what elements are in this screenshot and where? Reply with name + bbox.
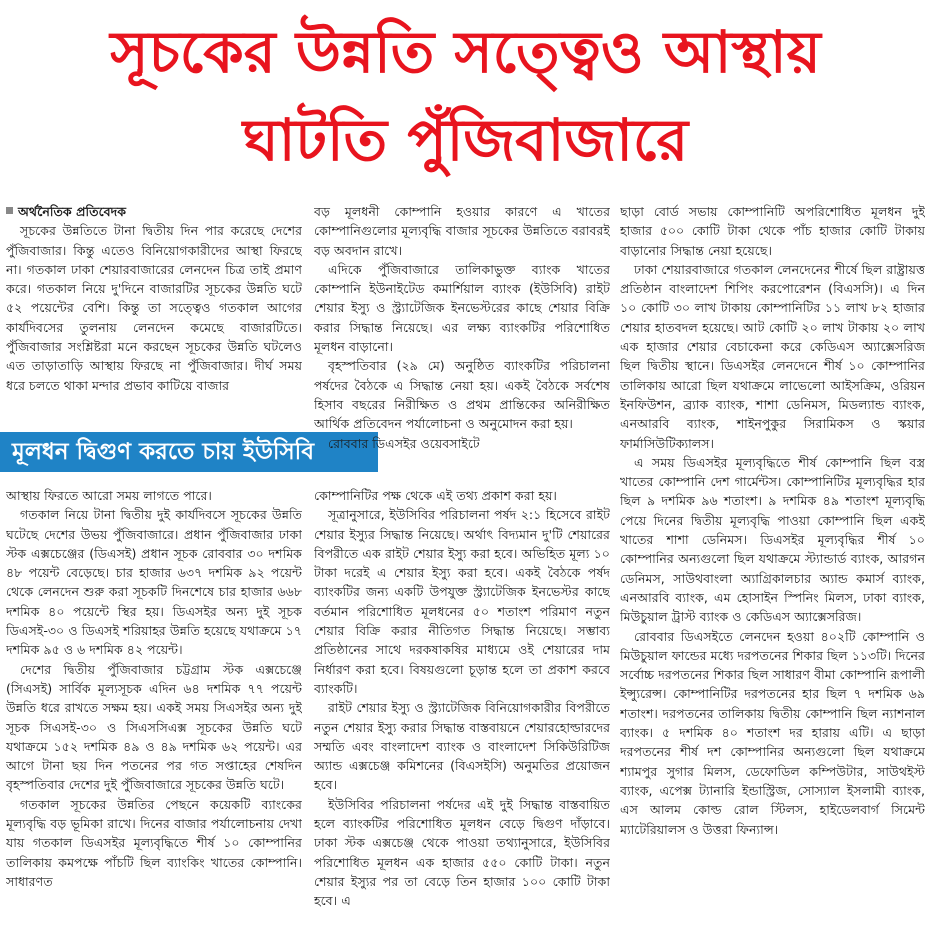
paragraph: রোববার ডিএসইর ওয়েবসাইটে: [328, 435, 480, 451]
column-3: [620, 202, 925, 934]
column-1-top: [6, 202, 302, 408]
paragraph: সূচকের উন্নতিতে টানা দ্বিতীয় দিন পার করেছে দেশের পুঁজিবাজার। কিন্তু এতেও বিনিয়োগকারীদের আস্থা ফিরছে না। গতকাল ঢাকা শেয়ারবাজারের লেনদেন চিত্র তাই প্রমাণ করে। গতকাল নিয়ে দু'দিনে বাজারটির সূচকের উন্নতি ঘটে ৫২ পয়েন্টের বেশি। কিন্তু তা সত্ত্বেও গতকাল আগের কার্যদিবসের তুলনায় লেনদেন কমেছে বাজারটিতে। পুঁজিবাজার সংশ্লিষ্টরা মনে করছেন সূচকের উন্নতি ঘটলেও এত তাড়াতাড়ি আস্থায় ফিরছে না পুঁজিবাজার। দীর্ঘ সময় ধরে চলতে থাকা মন্দার প্রভাব কাটিয়ে বাজার: [6, 223, 302, 393]
paragraph: সূত্রানুসারে, ইউসিবির পরিচালনা পর্ষদ ২:১ হিসেবে রাইট শেয়ার ইস্যুর সিদ্ধান্ত নিয়েছে। অর্থাৎ বিদ্যমান দু'টি শেয়ারের বিপরীতে এক রাইট শেয়ার ইস্যু করা হবে। অভিহিত মূল্য ১০ টাকা দরেই এ শেয়ার ইস্যু করা হবে। একই বৈঠকে পর্ষদ ব্যাংকটির জন্য একটি উপযুক্ত স্ট্র্যাটেজিক ইনভেস্টর কাছে বর্তমান পরিশোধিত মূলধনের ৫০ শতাংশ পরিমাণ নতুন শেয়ার বিক্রি করার নীতিগত সিদ্ধান্ত নিয়েছে। সম্ভাব্য প্রতিষ্ঠানের সাথে দরকষাকষির মাধ্যমে ওই শেয়ারের দাম নির্ধারণ করা হবে। বিষয়গুলো চূড়ান্ত হলে তা প্রকাশ করবে ব্যাংকটি।: [314, 507, 610, 696]
column-1-bottom: [6, 486, 302, 934]
subhead: মূলধন দ্বিগুণ করতে চায় ইউসিবি: [0, 432, 378, 472]
column-2-top: [314, 202, 610, 452]
paragraph: বৃহস্পতিবার (২৯ মে) অনুষ্ঠিত ব্যাংকটির পরিচালনা পর্ষদের বৈঠকে এ সিদ্ধান্ত নেয়া হয়। একই বৈঠকে সর্বশেষ হিসাব বছরের নিরীক্ষিত ও প্রথম প্রান্তিকের অনিরীক্ষিত আর্থিক প্রতিবেদন পর্যালোচনা ও অনুমোদন করা হয়।: [314, 358, 610, 432]
paragraph: গতকাল সূচকের উন্নতির পেছনে কয়েকটি ব্যাংকের মূল্যবৃদ্ধি বড় ভূমিকা রাখে। দিনের বাজার পর্যালোচনায় দেখা যায় গতকাল ডিএসইর মূল্যবৃদ্ধিতে শীর্ষ ১০ কোম্পানির তালিকায় কমপক্ষে পাঁচটি ছিল ব্যাংকিং খাতের কোম্পানি। সাধারণত: [6, 796, 302, 889]
headline-line-1: সূচকের উন্নতি সত্ত্বেও আস্থায়: [110, 18, 821, 86]
paragraph: বড় মূলধনী কোম্পানি হওয়ার কারণে এ খাতের কোম্পানিগুলোর মূল্যবৃদ্ধি বাজার সূচকের উন্নতিতে বরাবরই বড় অবদান রাখে।: [314, 204, 610, 258]
paragraph: কোম্পানিটির পক্ষ থেকে এই তথ্য প্রকাশ করা হয়।: [314, 488, 557, 503]
paragraph: এদিকে পুঁজিবাজারে তালিকাভুক্ত ব্যাংক খাতের কোম্পানি ইউনাইটেড কমার্শিয়াল ব্যাংক (ইউসিবি) রাইট শেয়ার ইস্যু ও স্ট্র্যাটেজিক ইনভেস্টরের কাছে শেয়ার বিক্রি করার সিদ্ধান্ত নিয়েছে। এর লক্ষ্য ব্যাংকটির পরিশোধিত মূলধন বাড়ানো।: [314, 261, 610, 355]
paragraph: আস্থায় ফিরতে আরো সময় লাগতে পারে।: [6, 488, 212, 503]
paragraph: রাইট শেয়ার ইস্যু ও স্ট্র্যাটেজিক বিনিয়োগকারীর বিপরীতে নতুন শেয়ার ইস্যু করার সিদ্ধান্ত বাস্তবায়নে শেয়ারহোল্ডারদের সম্মতি এবং বাংলাদেশ ব্যাংক ও বাংলাদেশ সিকিউরিটিজ অ্যান্ড এক্সচেঞ্জ কমিশনের (বিএসইসি) অনুমতির প্রয়োজন হবে।: [314, 700, 610, 793]
headline-line-2: ঘাটতি পুঁজিবাজারে: [242, 106, 689, 174]
paragraph: ঢাকা শেয়ারবাজারে গতকাল লেনদেনের শীর্ষে ছিল রাষ্ট্রায়ত্ত প্রতিষ্ঠান বাংলাদেশ শিপিং করপোরেশন (বিএসসি)। এ দিন ১০ কোটি ৩০ লাখ টাকায় কোম্পানিটির ১১ লাখ ৮২ হাজার শেয়ার হাতবদল হয়েছে। আট কোটি ২০ লাখ টাকায় ২০ লাখ এক হাজার শেয়ার বেচাকেনা করে কেডিএস অ্যাক্সেসরিজ ছিল দ্বিতীয় স্থানে। ডিএসইর লেনদেনে শীর্ষ ১০ কোম্পানির তালিকায় আরো ছিল যথাক্রমে লাভেলো আইসক্রিম, ওরিয়ন ইনফিউশন, ব্র্যাক ব্যাংক, শাশা ডেনিমস, মিডল্যান্ড ব্যাংক, এনআরবি ব্যাংক, শাইনপুকুর সিরামিকস ও স্কয়ার ফার্মাসিউটিক্যালস।: [620, 261, 925, 451]
byline: অর্থনৈতিক প্রতিবেদক: [6, 202, 302, 221]
column-2-bottom: [314, 486, 610, 934]
paragraph: ইউসিবির পরিচালনা পর্ষদের এই দুই সিদ্ধান্ত বাস্তবায়িত হলে ব্যাংকটির পরিশোধিত মূলধন বেড়ে দ্বিগুণ দাঁড়াবে। ঢাকা স্টক এক্সচেঞ্জ থেকে পাওয়া তথ্যানুসারে, ইউসিবির পরিশোধিত মূলধন এক হাজার ৫৫০ কোটি টাকা। নতুন শেয়ার ইস্যুর পর তা বেড়ে তিন হাজার ১০০ কোটি টাকা হবে। এ: [314, 796, 610, 909]
paragraph: দেশের দ্বিতীয় পুঁজিবাজার চট্টগ্রাম স্টক এক্সচেঞ্জে (সিএসই) সার্বিক মূল্যসূচক এদিন ৬৪ দশমিক ৭৭ পয়েন্ট উন্নতি ধরে রাখতে সক্ষম হয়। একই সময় সিএসইর অন্য দুই সূচক সিএসই-৩০ ও সিএসসিএক্স সূচকের উন্নতি ঘটে যথাক্রমে ১৫২ দশমিক ৪৯ ও ৪৯ দশমিক ৬২ পয়েন্ট। এর আগে টানা ছয় দিন পতনের পর গত সপ্তাহের শেষদিন বৃহস্পতিবার দেশের দুই পুঁজিবাজারে সূচকের উন্নতি ঘটে।: [6, 661, 302, 793]
paragraph: ছাড়া বোর্ড সভায় কোম্পানিটি অপরিশোধিত মূলধন দুই হাজার ৫০০ কোটি টাকা থেকে পাঁচ হাজার কোটি টাকায় বাড়ানোর সিদ্ধান্ত নেয়া হয়েছে।: [620, 204, 925, 258]
paragraph: এ সময় ডিএসইর মূল্যবৃদ্ধিতে শীর্ষ কোম্পানি ছিল বস্ত্র খাতের কোম্পানি দেশ গার্মেন্টস। কোম্পানিটির মূল্যবৃদ্ধির হার ছিল ৯ দশমিক ৯৬ শতাংশ। ৯ দশমিক ৪৯ শতাংশ মূল্যবৃদ্ধি পেয়ে দিনের দ্বিতীয় মূল্যবৃদ্ধি পাওয়া কোম্পানি ছিল একই খাতের শাশা ডেনিমস। ডিএসইর মূল্যবৃদ্ধির শীর্ষ ১০ কোম্পানির অন্যগুলো ছিল যথাক্রমে স্ট্যান্ডার্ড ব্যাংক, আরগন ডেনিমস, সাউথবাংলা অ্যাগ্রিকালচার অ্যান্ড কমার্স ব্যাংক, এনআরবি ব্যাংক, এম হোসাইন স্পিনিং মিলস, ঢাকা ব্যাংক, মিউচুয়াল ট্রাস্ট ব্যাংক ও কেডিএস অ্যাক্সেসরিজ।: [620, 454, 925, 625]
bullet-square-icon: [6, 207, 13, 214]
paragraph: গতকাল নিয়ে টানা দ্বিতীয় দুই কার্যদিবসে সূচকের উন্নতি ঘটেছে দেশের উভয় পুঁজিবাজারে। প্রধান পুঁজিবাজার ঢাকা স্টক এক্সচেঞ্জের (ডিএসই) প্রধান সূচক রোববার ৩০ দশমিক ৪৮ পয়েন্ট বেড়েছে। চার হাজার ৬৩৭ দশমিক ৯২ পয়েন্ট থেকে লেনদেন শুরু করা সূচকটি দিনশেষে চার হাজার ৬৬৮ দশমিক ৪০ পয়েন্টে স্থির হয়। ডিএসইর অন্য দুই সূচক ডিএসই-৩০ ও ডিএসই শরিয়াহর উন্নতি হয়েছে যথাক্রমে ১৭ দশমিক ৯৫ ও ৬ দশমিক ৪২ পয়েন্ট।: [6, 507, 302, 658]
paragraph: রোববার ডিএসইতে লেনদেন হওয়া ৪০২টি কোম্পানি ও মিউচুয়াল ফান্ডের মধ্যে দরপতনের শিকার ছিল ১১৩টি। দিনের সর্বোচ্চ দরপতনের শিকার ছিল সাধারণ বীমা কোম্পানি রূপালী ইন্স্যুরেন্স। কোম্পানিটির দরপতনের হার ছিল ৭ দশমিক ৬৯ শতাংশ। দরপতনের তালিকায় দ্বিতীয় কোম্পানি ছিল ন্যাশনাল ব্যাংক। ৫ দশমিক ৪০ শতাংশ দর হারায় এটি। এ ছাড়া দরপতনের শীর্ষ দশ কোম্পানির অন্যগুলো ছিল যথাক্রমে শ্যামপুর সুগার মিলস, ডেফোডিল কম্পিউটার, সাউথইস্ট ব্যাংক, এপেক্স ট্যানারি ইন্ডাস্ট্রিজ, সোস্যাল ইসলামী ব্যাংক, এস আলম কোল্ড রোল স্টিলস, হাইডেলবার্গ সিমেন্ট ম্যাটেরিয়ালস ও উত্তরা ফিন্যান্স।: [620, 628, 925, 837]
